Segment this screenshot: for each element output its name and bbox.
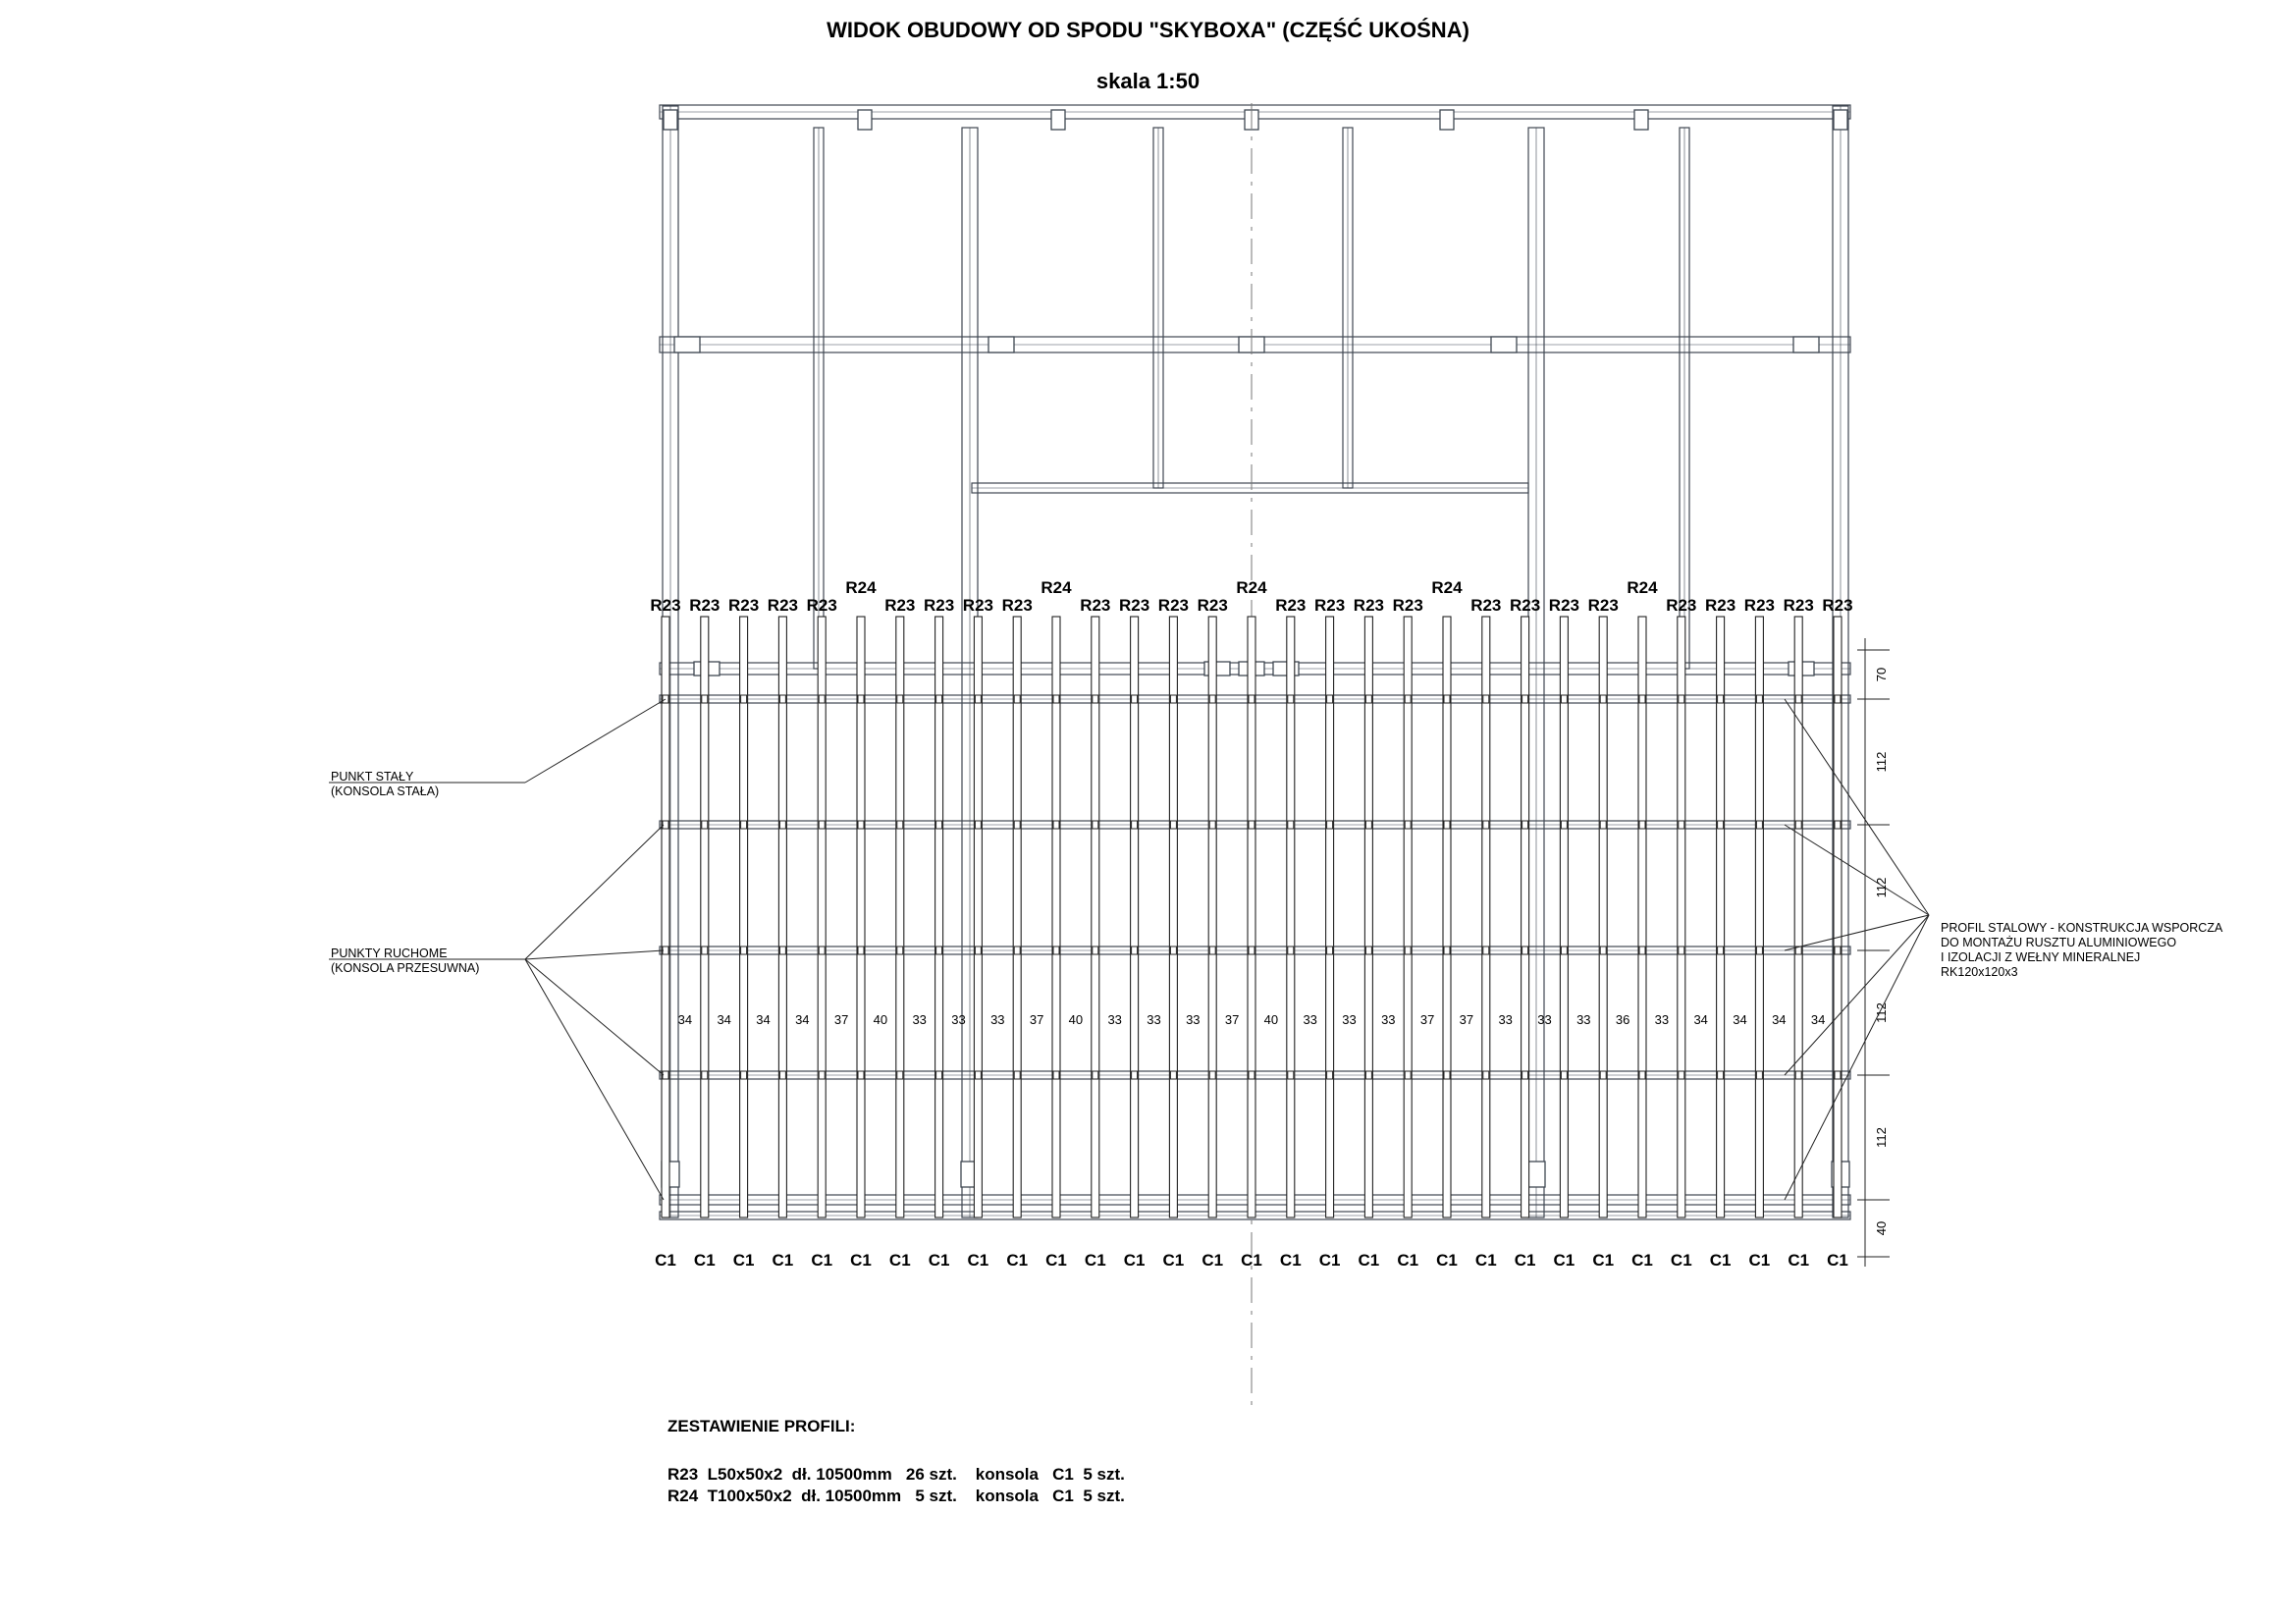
top-label-19: R23 bbox=[1392, 596, 1423, 615]
spacing-dim-21: 33 bbox=[1498, 1012, 1513, 1027]
profile-leader-0 bbox=[1785, 699, 1929, 915]
spacing-dim-14: 37 bbox=[1224, 1012, 1240, 1027]
rail-14 bbox=[1208, 617, 1216, 1217]
spacing-dim-9: 37 bbox=[1029, 1012, 1044, 1027]
rail-22 bbox=[1522, 617, 1529, 1217]
rail-17 bbox=[1326, 617, 1334, 1217]
top-label-18: R23 bbox=[1353, 596, 1384, 615]
profile-leader-4 bbox=[1785, 915, 1929, 1200]
middle-connector-1 bbox=[988, 337, 1014, 352]
rail-4 bbox=[818, 617, 826, 1217]
sliding-points-note bbox=[331, 947, 479, 976]
steel-profile-line-4: RK120x120x3 bbox=[1941, 965, 2018, 979]
right-dim-2: 112 bbox=[1874, 877, 1889, 898]
spacing-dim-10: 40 bbox=[1068, 1012, 1084, 1027]
spacing-dim-23: 33 bbox=[1576, 1012, 1591, 1027]
fixed-point-leader bbox=[525, 699, 666, 783]
top-label-11: R23 bbox=[1080, 596, 1111, 615]
bottom-label-8: C1 bbox=[967, 1251, 989, 1270]
bottom-label-6: C1 bbox=[888, 1251, 911, 1270]
rail-16 bbox=[1287, 617, 1295, 1217]
bottom-label-28: C1 bbox=[1748, 1251, 1771, 1270]
profile-leader-1 bbox=[1785, 825, 1929, 915]
spacing-dim-0: 34 bbox=[677, 1012, 693, 1027]
top-label-22: R23 bbox=[1510, 596, 1541, 615]
drawing-scale: skala 1:50 bbox=[1095, 69, 1201, 93]
bottom-label-9: C1 bbox=[1006, 1251, 1029, 1270]
top-plate-4 bbox=[1440, 110, 1454, 130]
rail-1 bbox=[701, 617, 709, 1217]
top-label-0: R23 bbox=[650, 596, 681, 615]
bottom-label-19: C1 bbox=[1397, 1251, 1419, 1270]
rail-7 bbox=[935, 617, 943, 1217]
rail-15 bbox=[1248, 617, 1255, 1217]
top-label-24: R23 bbox=[1587, 596, 1619, 615]
top-label-7: R23 bbox=[924, 596, 955, 615]
bottom-label-24: C1 bbox=[1592, 1251, 1615, 1270]
spacing-dim-4: 37 bbox=[833, 1012, 849, 1027]
spacing-dim-13: 33 bbox=[1186, 1012, 1201, 1027]
top-label-16: R23 bbox=[1275, 596, 1307, 615]
spacing-dim-27: 34 bbox=[1733, 1012, 1747, 1027]
top-label-6: R23 bbox=[884, 596, 916, 615]
rail-23 bbox=[1560, 617, 1568, 1217]
rail-0 bbox=[662, 617, 669, 1217]
spacing-dim-12: 33 bbox=[1147, 1012, 1161, 1027]
sliding-leader-1 bbox=[525, 950, 664, 959]
top-label-15: R24 bbox=[1236, 578, 1267, 597]
spacing-dim-3: 34 bbox=[795, 1012, 810, 1027]
rail-6 bbox=[896, 617, 904, 1217]
bottom-label-15: C1 bbox=[1241, 1251, 1262, 1270]
spacing-dim-29: 34 bbox=[1810, 1012, 1826, 1027]
bottom-label-7: C1 bbox=[928, 1251, 950, 1270]
profile-schedule-row-r24: R24 T100x50x2 dł. 10500mm 5 szt. konsola C1 5 szt. bbox=[667, 1487, 1125, 1505]
rail-27 bbox=[1717, 617, 1725, 1217]
steel-profile-line-1: PROFIL STALOWY - KONSTRUKCJA WSPORCZA bbox=[1941, 921, 2223, 935]
sliding-points-label: PUNKTY RUCHOME bbox=[331, 947, 448, 960]
top-plate-1 bbox=[858, 110, 872, 130]
spacing-dim-28: 34 bbox=[1772, 1012, 1787, 1027]
rail-11 bbox=[1092, 617, 1099, 1217]
bottom-label-5: C1 bbox=[850, 1251, 872, 1270]
top-label-8: R23 bbox=[962, 596, 993, 615]
rail-18 bbox=[1364, 617, 1372, 1217]
sliding-leader-2 bbox=[525, 959, 664, 1075]
steel-profile-line-3: I IZOLACJI Z WEŁNY MINERALNEJ bbox=[1941, 950, 2141, 964]
rail-28 bbox=[1755, 617, 1763, 1217]
rail-2 bbox=[740, 617, 748, 1217]
spacing-dim-25: 33 bbox=[1654, 1012, 1670, 1027]
top-label-21: R23 bbox=[1470, 596, 1502, 615]
right-dim-1: 112 bbox=[1874, 751, 1889, 773]
top-label-13: R23 bbox=[1157, 596, 1189, 615]
top-label-5: R24 bbox=[845, 578, 877, 597]
bottom-label-11: C1 bbox=[1084, 1251, 1106, 1270]
profile-schedule bbox=[667, 1417, 1125, 1507]
rail-5 bbox=[857, 617, 865, 1217]
bottom-label-13: C1 bbox=[1162, 1251, 1185, 1270]
middle-connector-0 bbox=[674, 337, 700, 352]
rail-21 bbox=[1482, 617, 1490, 1217]
profile-schedule-heading: ZESTAWIENIE PROFILI: bbox=[667, 1417, 856, 1435]
rail-29 bbox=[1794, 617, 1802, 1217]
spacing-dim-20: 37 bbox=[1459, 1012, 1474, 1027]
top-label-17: R23 bbox=[1314, 596, 1346, 615]
right-dim-3: 112 bbox=[1874, 1002, 1889, 1023]
base-bracket-2 bbox=[1527, 1162, 1545, 1187]
rail-9 bbox=[1013, 617, 1021, 1217]
spacing-dim-5: 40 bbox=[873, 1012, 888, 1027]
bottom-label-22: C1 bbox=[1514, 1251, 1536, 1270]
bottom-label-14: C1 bbox=[1201, 1251, 1224, 1270]
spacing-dim-26: 34 bbox=[1693, 1012, 1708, 1027]
bottom-label-17: C1 bbox=[1318, 1251, 1341, 1270]
top-plate-6 bbox=[1834, 110, 1847, 130]
bottom-label-29: C1 bbox=[1788, 1251, 1810, 1270]
rail-13 bbox=[1169, 617, 1177, 1217]
middle-connector-4 bbox=[1793, 337, 1819, 352]
bottom-label-21: C1 bbox=[1474, 1251, 1497, 1270]
bottom-label-2: C1 bbox=[732, 1251, 755, 1270]
bottom-label-4: C1 bbox=[811, 1251, 833, 1270]
spacing-dim-7: 33 bbox=[951, 1012, 966, 1027]
rail-profiles bbox=[662, 617, 1842, 1217]
rail-10 bbox=[1052, 617, 1060, 1217]
spacing-dim-22: 33 bbox=[1537, 1012, 1552, 1027]
spacing-dim-16: 33 bbox=[1303, 1012, 1317, 1027]
spacing-dim-24: 36 bbox=[1615, 1012, 1630, 1027]
spacing-dim-11: 33 bbox=[1107, 1012, 1122, 1027]
bottom-label-10: C1 bbox=[1045, 1251, 1067, 1270]
top-label-30: R23 bbox=[1822, 596, 1853, 615]
rail-8 bbox=[974, 617, 982, 1217]
rail-25 bbox=[1638, 617, 1646, 1217]
spacing-dim-18: 33 bbox=[1381, 1012, 1396, 1027]
top-label-10: R24 bbox=[1041, 578, 1072, 597]
rail-26 bbox=[1678, 617, 1685, 1217]
top-plate-0 bbox=[664, 110, 677, 130]
spacing-dim-19: 37 bbox=[1419, 1012, 1435, 1027]
bottom-label-25: C1 bbox=[1631, 1251, 1653, 1270]
rail-30 bbox=[1834, 617, 1842, 1217]
rail-20 bbox=[1443, 617, 1451, 1217]
rail-12 bbox=[1131, 617, 1139, 1217]
top-label-29: R23 bbox=[1783, 596, 1814, 615]
top-label-14: R23 bbox=[1197, 596, 1228, 615]
bottom-label-26: C1 bbox=[1670, 1251, 1692, 1270]
profile-leader-3 bbox=[1785, 915, 1929, 1075]
profile-schedule-row-r23: R23 L50x50x2 dł. 10500mm 26 szt. konsola C1 5 szt. bbox=[667, 1465, 1125, 1484]
bottom-label-1: C1 bbox=[693, 1251, 716, 1270]
top-label-26: R23 bbox=[1666, 596, 1697, 615]
right-dim-4: 112 bbox=[1874, 1127, 1889, 1148]
drawing-title: WIDOK OBUDOWY OD SPODU "SKYBOXA" (CZĘŚĆ UKOŚNA) bbox=[827, 18, 1469, 42]
top-label-2: R23 bbox=[728, 596, 760, 615]
bottom-label-12: C1 bbox=[1123, 1251, 1146, 1270]
spacing-dim-8: 33 bbox=[990, 1012, 1005, 1027]
middle-connector-3 bbox=[1491, 337, 1517, 352]
spacing-dim-15: 40 bbox=[1263, 1012, 1279, 1027]
rail-24 bbox=[1599, 617, 1607, 1217]
spacing-dim-17: 33 bbox=[1342, 1012, 1357, 1027]
right-dim-0: 70 bbox=[1874, 667, 1889, 682]
sliding-leader-3 bbox=[525, 959, 664, 1200]
bottom-label-20: C1 bbox=[1436, 1251, 1458, 1270]
sliding-leader-0 bbox=[525, 825, 664, 959]
top-plate-5 bbox=[1634, 110, 1648, 130]
bottom-label-3: C1 bbox=[772, 1251, 794, 1270]
rail-3 bbox=[778, 617, 786, 1217]
fixed-point-sublabel: (KONSOLA STAŁA) bbox=[331, 784, 440, 798]
top-label-27: R23 bbox=[1705, 596, 1736, 615]
top-label-3: R23 bbox=[767, 596, 798, 615]
bottom-label-0: C1 bbox=[655, 1251, 676, 1270]
top-label-12: R23 bbox=[1119, 596, 1150, 615]
top-label-1: R23 bbox=[689, 596, 721, 615]
top-label-28: R23 bbox=[1743, 596, 1775, 615]
top-label-9: R23 bbox=[1001, 596, 1033, 615]
top-plate-2 bbox=[1051, 110, 1065, 130]
rail-19 bbox=[1404, 617, 1412, 1217]
leader-lines bbox=[329, 699, 1929, 1200]
profile-leader-2 bbox=[1785, 915, 1929, 950]
top-label-25: R24 bbox=[1627, 578, 1658, 597]
spacing-dim-1: 34 bbox=[717, 1012, 731, 1027]
top-label-4: R23 bbox=[806, 596, 837, 615]
spacing-dim-6: 33 bbox=[912, 1012, 927, 1027]
right-dim-5: 40 bbox=[1874, 1220, 1889, 1236]
spacing-dim-2: 34 bbox=[756, 1012, 771, 1027]
bottom-label-27: C1 bbox=[1709, 1251, 1732, 1270]
fixed-point-label: PUNKT STAŁY bbox=[331, 770, 414, 784]
bottom-label-30: C1 bbox=[1827, 1251, 1848, 1270]
bottom-label-18: C1 bbox=[1358, 1251, 1380, 1270]
bottom-label-16: C1 bbox=[1279, 1251, 1302, 1270]
top-label-23: R23 bbox=[1548, 596, 1579, 615]
fixed-point-note bbox=[331, 770, 439, 799]
sliding-points-sublabel: (KONSOLA PRZESUWNA) bbox=[331, 961, 480, 975]
steel-profile-note bbox=[1941, 921, 2222, 980]
top-label-20: R24 bbox=[1431, 578, 1463, 597]
bottom-label-23: C1 bbox=[1553, 1251, 1575, 1270]
steel-profile-line-2: DO MONTAŻU RUSZTU ALUMINIOWEGO bbox=[1941, 936, 2177, 949]
